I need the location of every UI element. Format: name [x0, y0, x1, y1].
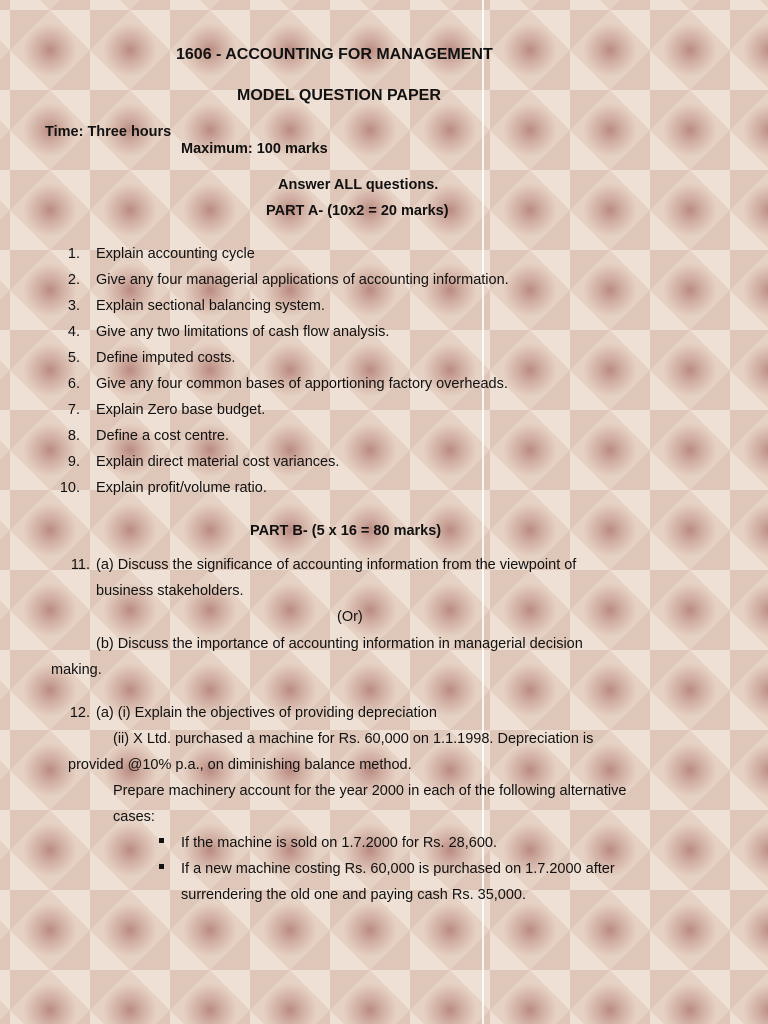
question-text: making.: [51, 662, 102, 678]
question-text: Define a cost centre.: [96, 428, 229, 444]
question-number: 3.: [67, 298, 80, 314]
part-a-heading: PART A- (10x2 = 20 marks): [266, 203, 449, 219]
question-number: 11.: [70, 557, 90, 573]
question-text: Give any two limitations of cash flow analysis.: [96, 324, 390, 340]
question-number: 2.: [67, 272, 80, 288]
question-text: (ii) X Ltd. purchased a machine for Rs. 60,000 on 1.1.1998. Depreciation is: [113, 731, 594, 747]
question-text: If the machine is sold on 1.7.2000 for Rs. 28,600.: [181, 835, 497, 851]
question-text: If a new machine costing Rs. 60,000 is purchased on 1.7.2000 after: [181, 861, 615, 877]
question-number: 7.: [67, 402, 80, 418]
question-text: Prepare machinery account for the year 2000 in each of the following alternative: [113, 783, 627, 799]
question-text: Explain accounting cycle: [96, 246, 255, 262]
part-b-heading: PART B- (5 x 16 = 80 marks): [250, 523, 442, 539]
question-text: Explain direct material cost variances.: [96, 454, 340, 470]
question-text: Give any four managerial applications of accounting information.: [96, 272, 509, 288]
question-number: 10.: [59, 480, 80, 496]
question-text: Explain Zero base budget.: [96, 402, 266, 418]
question-number: 5.: [67, 350, 80, 366]
question-text: cases:: [113, 809, 155, 825]
max-marks-label: Maximum: 100 marks: [181, 141, 328, 157]
question-text: Define imputed costs.: [96, 350, 236, 366]
bullet-square-icon: [159, 864, 164, 869]
question-number: 8.: [67, 428, 80, 444]
question-number: 1.: [67, 246, 80, 262]
question-text: Explain profit/volume ratio.: [96, 480, 267, 496]
question-text: (b) Discuss the importance of accounting information in managerial decision: [96, 636, 583, 652]
question-text: (a) (i) Explain the objectives of providing depreciation: [96, 705, 437, 721]
question-text: business stakeholders.: [96, 583, 244, 599]
or-separator: (Or): [337, 609, 363, 625]
question-text: provided @10% p.a., on diminishing balance method.: [68, 757, 412, 773]
instruction-text: Answer ALL questions.: [278, 177, 439, 193]
question-number: 4.: [67, 324, 80, 340]
paper-title: 1606 - ACCOUNTING FOR MANAGEMENT: [176, 46, 493, 63]
question-text: Explain sectional balancing system.: [96, 298, 325, 314]
question-number: 12.: [69, 705, 90, 721]
bullet-square-icon: [159, 838, 164, 843]
time-label: Time: Three hours: [45, 124, 172, 140]
question-text: (a) Discuss the significance of accounting information from the viewpoint of: [96, 557, 577, 573]
question-text: Give any four common bases of apportioning factory overheads.: [96, 376, 508, 392]
paper-subtitle: MODEL QUESTION PAPER: [237, 87, 441, 104]
question-number: 9.: [67, 454, 80, 470]
question-text: surrendering the old one and paying cash Rs. 35,000.: [181, 887, 527, 903]
question-number: 6.: [67, 376, 80, 392]
